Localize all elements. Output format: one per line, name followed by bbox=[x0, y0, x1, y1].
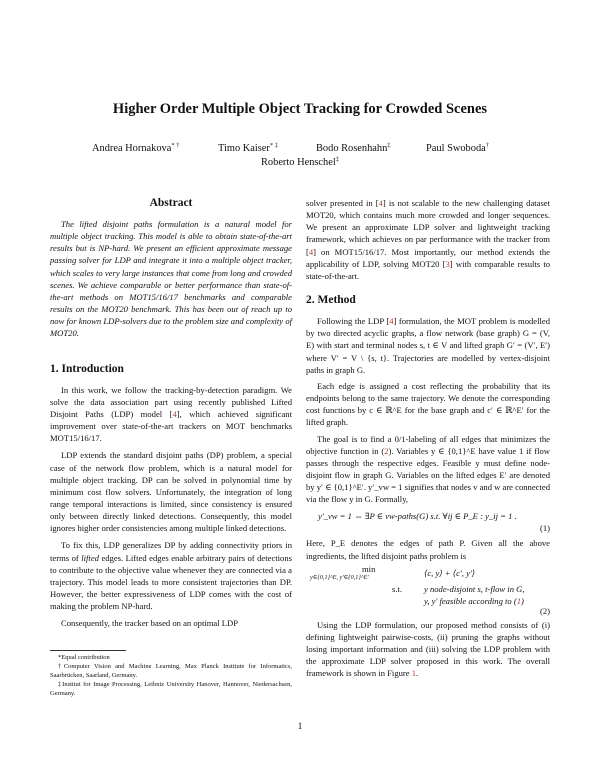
intro-paragraph-3: To fix this, LDP generalizes DP by adding connectivity priors in terms of lifted edges. Lifted edges enable arbitrary pairs of detections to contribute to the objective value whenever they are connected via a trajectory. This model leads to more consistent trajectories than DP. However, the better expressiveness of LDP comes with the cost of making the problem NP-hard. bbox=[50, 540, 292, 612]
method-paragraph-2: Each edge is assigned a cost reflecting the probability that its endpoints belong to the same trajectory. We denote the corresponding cost functions by c ∈ ℝ^E for the base graph and c′ ∈ ℝ^E′ for the lifted graph. bbox=[306, 380, 550, 428]
equation-link[interactable]: 1 bbox=[516, 595, 522, 606]
page-number: 1 bbox=[297, 722, 303, 732]
equation-2-objective: ⟨c, y⟩ + ⟨c′, y′⟩ bbox=[424, 567, 476, 578]
intro-paragraph-1: In this work, we follow the tracking-by-detection paradigm. We solve the data association part using recently published Lifted Disjoint Paths (LDP) model [4], which achieved significant improvement over state-of-the-art trackers on MOT benchmarks MOT15/16/17. bbox=[50, 384, 292, 444]
equation-2-subject-to: s.t. bbox=[392, 583, 403, 594]
citation-link[interactable]: 4 bbox=[172, 408, 177, 419]
method-heading: 2. Method bbox=[306, 294, 356, 307]
method-paragraph-1: Following the LDP [4] formulation, the MOT problem is modelled by two directed acyclic graphs, a flow network (base graph) G = (V, E) with start and terminal nodes s, t ∈ V and lifted graph G′ = (V′, E′) where V′ = V \ {s, t}. Trajectories are modelled by vertex-disjoint paths in graph G. bbox=[306, 316, 550, 375]
footnote-3: ‡Institut for Image Processing, Leibniz University Hanover, Hannover, Niedersachsen, Germany. bbox=[50, 681, 292, 698]
citation-link[interactable]: 4 bbox=[308, 246, 314, 257]
intro-paragraph-4: Consequently, the tracker based on an optimal LDP bbox=[61, 618, 239, 629]
equation-1 bbox=[306, 510, 550, 534]
authors-row bbox=[0, 143, 600, 157]
equation-2-subscript: y∈{0,1}^E, y′∈{0,1}^E′ bbox=[310, 573, 369, 581]
introduction-heading: 1. Introduction bbox=[50, 362, 124, 375]
intro-paragraph-2: LDP extends the standard disjoint paths (DP) problem, a special case of the network flow problem, which is a natural model for multiple object tracking. DP can be solved in polynomial time by minimum cost flow solvers. Unfortunately, the integration of long range temporal interactions is limited, since consistency is ensured only between directly linked detections. Consequently, this model ignores higher order consistencies among multiple linked detections. bbox=[50, 450, 292, 534]
author-5: Roberto Henschel‡ bbox=[261, 156, 339, 168]
equation-2-constraint-1: y node-disjoint s, t-flow in G, bbox=[424, 583, 525, 594]
author-1: Andrea Hornakova* † bbox=[92, 142, 180, 154]
intro-continued-paragraph: solver presented in [4] is not scalable to the new challenging dataset MOT20, which contains much more crowded and longer sequences. We present an approximate LDP solver and lightweight tracking framework, which achieves on par performance with the tracker from [4] on MOT15/16/17. Most importantly, our method extends the applicability of LDP, solving MOT20 [3] with comparable results to state-of-the-art. bbox=[306, 198, 551, 281]
method-paragraph-4: Here, P_E denotes the edges of path P. Given all the above ingredients, the lifted disjoint paths problem is bbox=[306, 538, 550, 561]
method-paragraph-5: Using the LDP formulation, our proposed method consists of (i) defining lightweight pairwise-costs, (ii) pruning the graphs without losing important information and (iii) solving the LDP problem with the approximate LDP solver proposed in this work. The overall framework is shown in Figure 1. bbox=[306, 619, 550, 679]
author-2: Timo Kaiser* ‡ bbox=[218, 142, 278, 154]
equation-2-min: min bbox=[362, 563, 376, 574]
equation-2-number: (2) bbox=[539, 605, 550, 616]
figure-link[interactable]: 1 bbox=[411, 668, 417, 679]
footnotes bbox=[50, 653, 292, 698]
footnote-2: †Computer Vision and Machine Learning, Max Planck Institute for Informatics, Saarbrücken, Saarland, Germany. bbox=[50, 663, 292, 680]
citation-link[interactable]: 4 bbox=[378, 198, 383, 208]
footnote-divider bbox=[50, 650, 126, 651]
equation-1-number: (1) bbox=[539, 523, 550, 534]
paper-title: Higher Order Multiple Object Tracking for Crowded Scenes bbox=[112, 101, 488, 117]
equation-1-body: y′_vw = 1 ⇔ ∃P ∈ vw-paths(G) s.t. ∀ij ∈ P_E : y_ij = 1 . bbox=[318, 511, 517, 522]
left-column bbox=[50, 197, 292, 630]
author-3: Bodo Rosenhahn‡ bbox=[316, 142, 391, 154]
equation-2 bbox=[306, 564, 550, 616]
right-column bbox=[306, 197, 550, 680]
footnote-1: *Equal contribution bbox=[58, 654, 110, 661]
equation-2-constraint-2: y, y′ feasible according to (1) bbox=[424, 595, 524, 606]
abstract-section bbox=[50, 197, 292, 340]
equation-link[interactable]: 2 bbox=[384, 445, 389, 456]
citation-link[interactable]: 4 bbox=[389, 316, 394, 327]
author-4: Paul Swoboda† bbox=[426, 142, 489, 154]
abstract-heading: Abstract bbox=[149, 197, 193, 209]
abstract-text: The lifted disjoint paths formulation is a natural model for multiple object tracking. This model is able to obtain state-of-the-art results but is NP-hard. We present an efficient approximate message passing solver for LDP and integrate it into a multiple object tracker, which scales to very large instances that come from long and crowded scenes. We achieve comparable or better performance than state-of-the-art methods on MOT15/16/17 benchmarks and comparable results on the MOT20 benchmark. This has been out of reach up to now for known LDP-solvers due to the problem size and complexity of MOT20. bbox=[50, 219, 292, 339]
citation-link[interactable]: 3 bbox=[445, 258, 450, 269]
method-paragraph-3: The goal is to find a 0/1-labeling of all edges that minimizes the objective function in (2). Variables y ∈ {0,1}^E have value 1 if flow passes through the respective edges. Feasible y must define node-disjoint flow in graph G. Variables on the lifted edges E′ are denoted by y′ ∈ {0,1}^E′. y′_vw = 1 signifies that nodes v and w are connected via the flow y in G. Formally, bbox=[306, 433, 550, 505]
